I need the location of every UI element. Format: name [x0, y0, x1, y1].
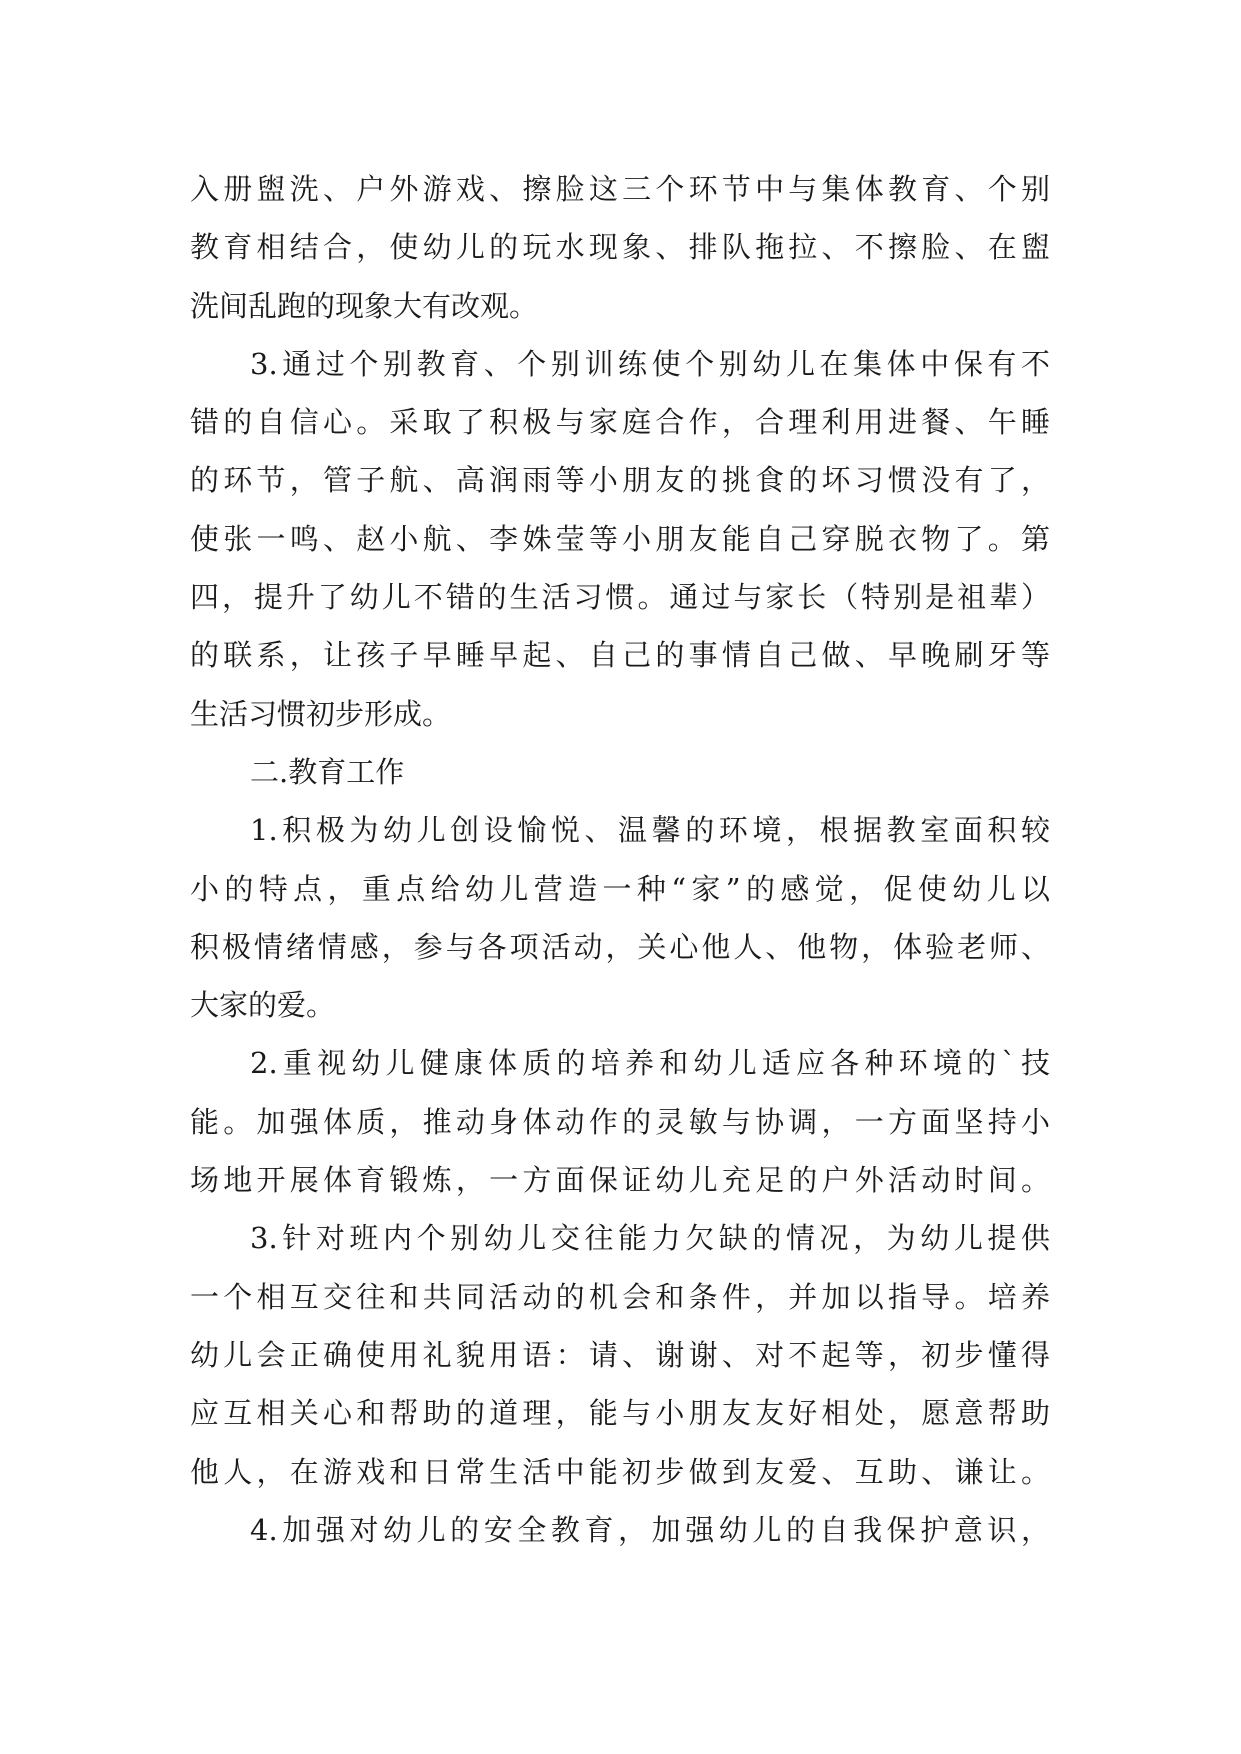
text-line: 使张一鸣、赵小航、李姝莹等小朋友能自己穿脱衣物了。第	[190, 521, 1050, 556]
text-line: 的联系，让孩子早睡早起、自己的事情自己做、早晚刷牙等	[190, 638, 1050, 673]
text-line: 他人，在游戏和日常生活中能初步做到友爱、互助、谦让。	[190, 1454, 1050, 1489]
text-line: 生活习惯初步形成。	[190, 696, 452, 731]
text-line: 幼儿会正确使用礼貌用语：请、谢谢、对不起等，初步懂得	[190, 1337, 1050, 1372]
text-line: 洗间乱跑的现象大有改观。	[190, 288, 539, 323]
text-line: 四，提升了幼儿不错的生活习惯。通过与家长（特别是祖辈）	[190, 580, 1050, 615]
text-line: 入册盥洗、户外游戏、擦脸这三个环节中与集体教育、个别	[190, 172, 1050, 206]
text-line: 教育相结合，使幼儿的玩水现象、排队拖拉、不擦脸、在盥	[190, 230, 1050, 265]
section-heading: 二.教育工作	[250, 754, 405, 789]
text-line: 小的特点，重点给幼儿营造一种“家”的感觉，促使幼儿以	[190, 871, 1050, 906]
text-line: 错的自信心。采取了积极与家庭合作，合理利用进餐、午睡	[190, 405, 1050, 440]
text-line: 一个相互交往和共同活动的机会和条件，并加以指导。培养	[190, 1279, 1050, 1314]
paragraph-start-line: 1.积极为幼儿创设愉悦、温馨的环境，根据教室面积较	[250, 813, 1050, 848]
paragraph-start-line: 4.加强对幼儿的安全教育，加强幼儿的自我保护意识，	[250, 1512, 1050, 1547]
text-line: 的环节，管子航、高润雨等小朋友的挑食的坏习惯没有了，	[190, 463, 1050, 498]
text-line: 应互相关心和帮助的道理，能与小朋友友好相处，愿意帮助	[190, 1396, 1050, 1431]
paragraph-start-line: 3.通过个别教育、个别训练使个别幼儿在集体中保有不	[250, 346, 1050, 381]
text-line: 大家的爱。	[190, 988, 336, 1023]
paragraph-start-line: 2.重视幼儿健康体质的培养和幼儿适应各种环境的`技	[250, 1046, 1050, 1081]
body-text	[190, 160, 1050, 1559]
text-line: 场地开展体育锻炼，一方面保证幼儿充足的户外活动时间。	[190, 1163, 1050, 1198]
text-line: 积极情绪情感，参与各项活动，关心他人、他物，体验老师、	[190, 929, 1050, 964]
text-line: 能。加强体质，推动身体动作的灵敏与协调，一方面坚持小	[190, 1104, 1050, 1139]
paragraph-start-line: 3.针对班内个别幼儿交往能力欠缺的情况，为幼儿提供	[250, 1221, 1050, 1256]
